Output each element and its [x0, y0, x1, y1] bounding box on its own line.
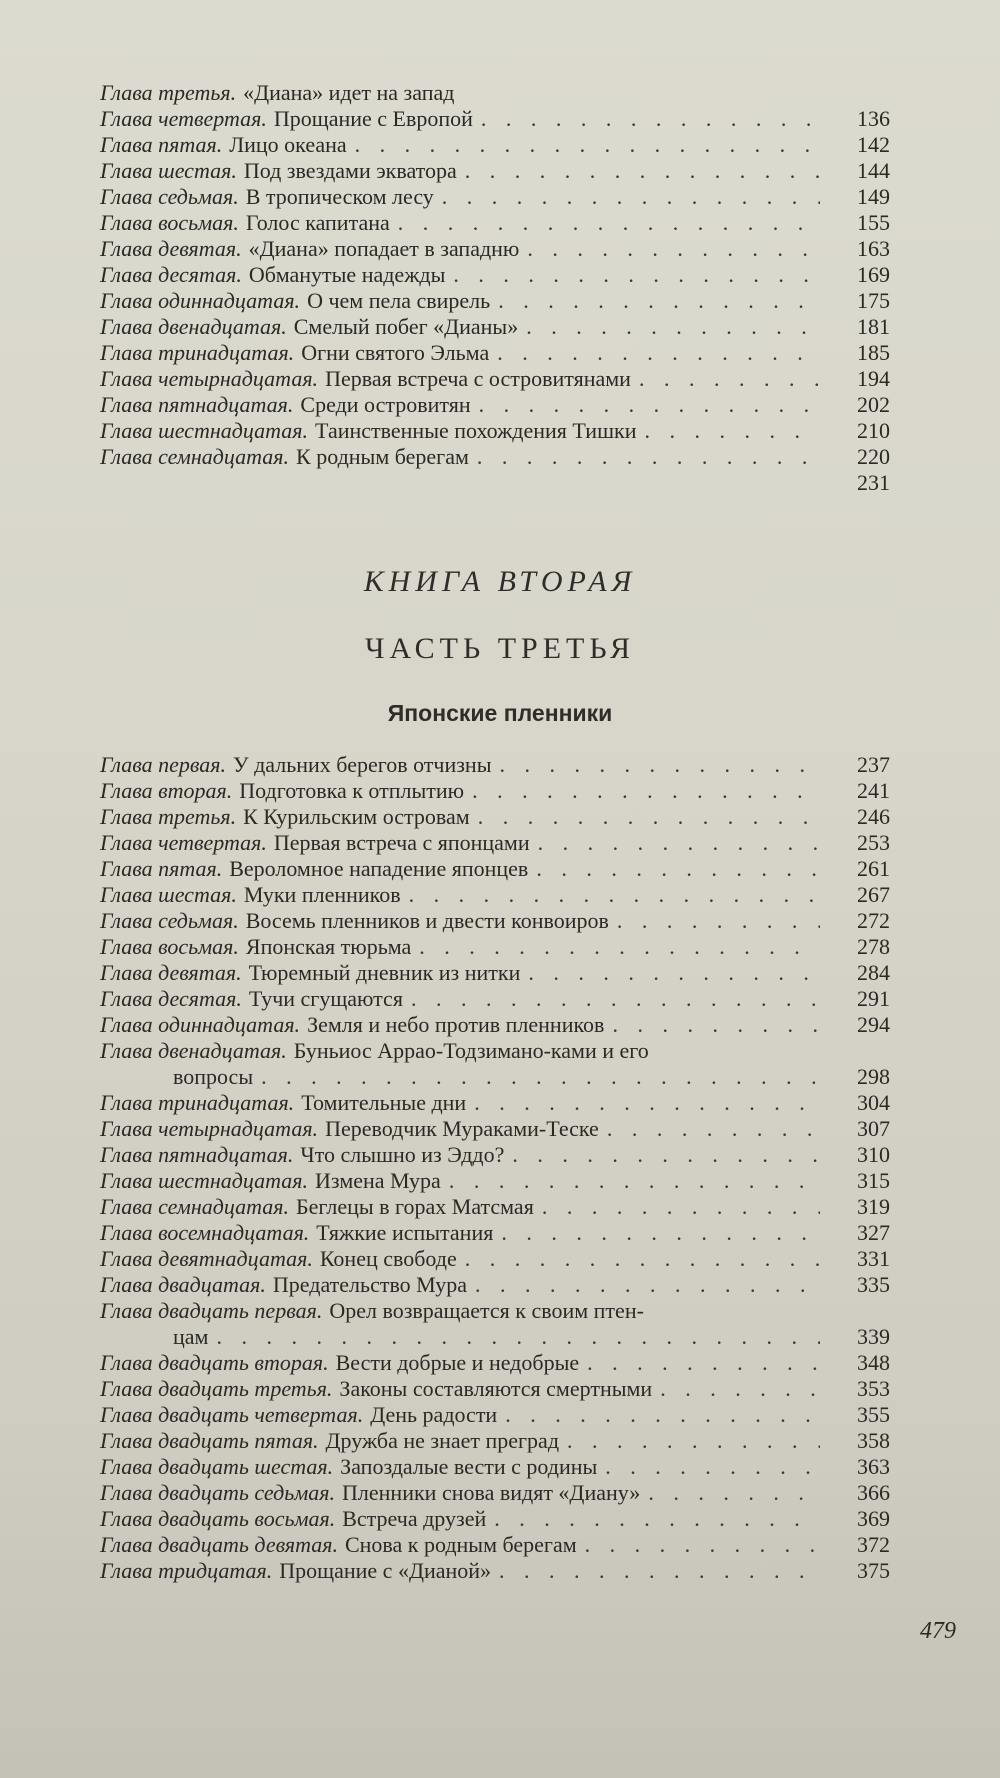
chapter-label: Глава шестнадцатая.: [100, 418, 309, 443]
chapter-label: Глава двадцать пятая.: [100, 1428, 319, 1453]
dot-leader: [409, 882, 820, 908]
chapter-title: «Диана» попадает в западню: [248, 236, 520, 261]
chapter-title: Дружба не знает преград: [325, 1428, 560, 1453]
page-ref: 169: [857, 262, 890, 287]
chapter-title: Беглецы в горах Матсмая: [296, 1194, 534, 1219]
chapter-title: цам: [173, 1324, 209, 1349]
page-ref: 331: [857, 1246, 890, 1271]
chapter-label: Глава тринадцатая.: [100, 340, 295, 365]
page-ref: 163: [857, 236, 890, 261]
toc-row: [100, 1194, 890, 1220]
dot-leader: [498, 288, 820, 314]
toc-row: [100, 1246, 890, 1272]
part-heading: ЧАСТЬ ТРЕТЬЯ: [364, 632, 636, 665]
chapter-title: Предательство Мура: [272, 1272, 467, 1297]
chapter-label: Глава двенадцатая.: [100, 314, 287, 339]
chapter-title: Прощание с «Дианой»: [279, 1558, 492, 1583]
chapter-title: Пленники снова видят «Диану»: [342, 1480, 641, 1505]
chapter-label: Глава двадцать третья.: [100, 1376, 333, 1401]
dot-leader: [465, 1246, 820, 1272]
dot-leader: [442, 184, 820, 210]
chapter-title: Измена Мура: [315, 1168, 441, 1193]
toc-row: [100, 1558, 890, 1584]
toc-row: [100, 778, 890, 804]
chapter-title: Встреча друзей: [342, 1506, 487, 1531]
toc-row: [100, 830, 890, 856]
dot-leader: [453, 262, 820, 288]
chapter-label: Глава семнадцатая.: [100, 444, 290, 469]
dot-leader: [528, 960, 820, 986]
toc-row: [100, 158, 890, 184]
toc-row: [100, 1298, 890, 1324]
page-ref: 181: [857, 314, 890, 339]
toc-row: [100, 80, 890, 106]
dot-leader: [660, 1376, 820, 1402]
toc-row: [100, 470, 890, 496]
chapter-title: Японская тюрьма: [245, 934, 412, 959]
chapter-title: Законы составляются смертными: [339, 1376, 653, 1401]
chapter-label: Глава пятнадцатая.: [100, 1142, 294, 1167]
page-ref: 220: [857, 444, 890, 469]
toc-row-continuation: [100, 1064, 890, 1090]
dot-leader: [419, 934, 820, 960]
page-ref: 307: [857, 1116, 890, 1141]
page-ref: 241: [857, 778, 890, 803]
dot-leader: [216, 1324, 820, 1350]
dot-leader: [585, 1532, 820, 1558]
chapter-label: Глава одиннадцатая.: [100, 1012, 301, 1037]
toc-row: [100, 106, 890, 132]
page-ref: 304: [857, 1090, 890, 1115]
chapter-title: Тюремный дневник из нитки: [248, 960, 521, 985]
toc-row: [100, 1454, 890, 1480]
dot-leader: [477, 444, 820, 470]
chapter-title: Первая встреча с островитянами: [325, 366, 631, 391]
chapter-label: Глава восьмая.: [100, 934, 239, 959]
chapter-title: Подготовка к отплытию: [239, 778, 465, 803]
toc-row-continuation: [100, 1324, 890, 1350]
toc-row: [100, 1272, 890, 1298]
chapter-title: Вести добрые и недобрые: [335, 1350, 580, 1375]
dot-leader: [472, 778, 820, 804]
chapter-label: Глава тринадцатая.: [100, 1090, 295, 1115]
dot-leader: [475, 1272, 820, 1298]
dot-leader: [481, 106, 820, 132]
toc-row: [100, 804, 890, 830]
toc-row: [100, 934, 890, 960]
chapter-title: Тяжкие испытания: [316, 1220, 494, 1245]
toc-row: [100, 184, 890, 210]
book-heading: КНИГА ВТОРАЯ: [363, 565, 637, 598]
chapter-title: О чем пела свирель: [307, 288, 491, 313]
toc-row: [100, 960, 890, 986]
dot-leader: [617, 908, 820, 934]
dot-leader: [505, 1402, 820, 1428]
toc-row: [100, 1402, 890, 1428]
chapter-label: Глава четырнадцатая.: [100, 1116, 319, 1141]
page-ref: 366: [857, 1480, 890, 1505]
toc-row: [100, 1376, 890, 1402]
chapter-title: Земля и небо против пленников: [307, 1012, 605, 1037]
page-ref: 231: [857, 470, 890, 495]
page-ref: 149: [857, 184, 890, 209]
page-ref: 246: [857, 804, 890, 829]
toc-row: [100, 1142, 890, 1168]
chapter-title: Буньиос Аррао-Тодзимано-ками и его: [293, 1038, 649, 1063]
toc-row: [100, 908, 890, 934]
toc-row: [100, 444, 890, 470]
chapter-label: Глава восемнадцатая.: [100, 1220, 310, 1245]
toc-row: [100, 986, 890, 1012]
chapter-title: Тучи сгущаются: [248, 986, 403, 1011]
page-number: 479: [920, 1618, 956, 1644]
chapter-title: В тропическом лесу: [245, 184, 434, 209]
chapter-label: Глава четвертая.: [100, 830, 267, 855]
chapter-title: К родным берегам: [296, 444, 469, 469]
page-ref: 278: [857, 934, 890, 959]
dot-leader: [478, 804, 820, 830]
toc-row: [100, 1090, 890, 1116]
chapter-title: Огни святого Эльма: [301, 340, 490, 365]
page-ref: 339: [857, 1324, 890, 1349]
chapter-label: Глава четвертая.: [100, 106, 267, 131]
page-ref: 375: [857, 1558, 890, 1583]
chapter-title: вопросы: [173, 1064, 254, 1089]
page-ref: 363: [857, 1454, 890, 1479]
toc-row: [100, 1038, 890, 1064]
toc-row: [100, 1480, 890, 1506]
chapter-label: Глава шестнадцатая.: [100, 1168, 309, 1193]
chapter-label: Глава одиннадцатая.: [100, 288, 301, 313]
toc-row: [100, 236, 890, 262]
page-ref: 210: [857, 418, 890, 443]
dot-leader: [648, 1480, 820, 1506]
page-ref: 355: [857, 1402, 890, 1427]
page-ref: 298: [857, 1064, 890, 1089]
dot-leader: [612, 1012, 820, 1038]
toc-row: [100, 856, 890, 882]
chapter-title: Таинственные похождения Тишки: [315, 418, 637, 443]
chapter-label: Глава шестая.: [100, 882, 237, 907]
chapter-label: Глава двадцать первая.: [100, 1298, 323, 1323]
dot-leader: [398, 210, 820, 236]
page-ref: 144: [857, 158, 890, 183]
page-ref: 291: [857, 986, 890, 1011]
chapter-label: Глава двенадцатая.: [100, 1038, 287, 1063]
chapter-label: Глава пятая.: [100, 856, 223, 881]
toc-row: [100, 1506, 890, 1532]
chapter-label: Глава четырнадцатая.: [100, 366, 319, 391]
chapter-label: Глава пятнадцатая.: [100, 392, 294, 417]
dot-leader: [449, 1168, 820, 1194]
chapter-title: «Диана» идет на запад: [243, 80, 455, 105]
toc-row: [100, 882, 890, 908]
toc-row: [100, 1116, 890, 1142]
toc-row: [100, 132, 890, 158]
dot-leader: [536, 856, 820, 882]
chapter-label: Глава двадцать седьмая.: [100, 1480, 336, 1505]
toc-row: [100, 340, 890, 366]
toc-row: [100, 1532, 890, 1558]
chapter-label: Глава третья.: [100, 804, 237, 829]
dot-leader: [605, 1454, 820, 1480]
chapter-title: Запоздалые вести с родины: [340, 1454, 598, 1479]
part-subtitle: Японские пленники: [387, 700, 613, 726]
page-ref: 327: [857, 1220, 890, 1245]
chapter-label: Глава тридцатая.: [100, 1558, 273, 1583]
dot-leader: [639, 366, 820, 392]
page-ref: 202: [857, 392, 890, 417]
chapter-label: Глава седьмая.: [100, 184, 239, 209]
chapter-label: Глава двадцатая.: [100, 1272, 266, 1297]
page-ref: 372: [857, 1532, 890, 1557]
toc-part-three: [100, 752, 890, 1584]
dot-leader: [644, 418, 820, 444]
chapter-label: Глава девятая.: [100, 960, 242, 985]
chapter-title: Прощание с Европой: [273, 106, 473, 131]
page-ref: 261: [857, 856, 890, 881]
page-ref: 272: [857, 908, 890, 933]
chapter-title: К Курильским островам: [243, 804, 470, 829]
chapter-title: Томительные дни: [301, 1090, 467, 1115]
chapter-title: Первая встреча с японцами: [273, 830, 530, 855]
chapter-title: Что слышно из Эддо?: [300, 1142, 505, 1167]
toc-row: [100, 366, 890, 392]
chapter-label: Глава двадцать шестая.: [100, 1454, 334, 1479]
chapter-title: Среди островитян: [300, 392, 471, 417]
page-ref: 185: [857, 340, 890, 365]
dot-leader: [607, 1116, 820, 1142]
page-ref: 142: [857, 132, 890, 157]
chapter-title: Обманутые надежды: [248, 262, 446, 287]
toc-row: [100, 210, 890, 236]
page-ref: 253: [857, 830, 890, 855]
dot-leader: [500, 752, 821, 778]
chapter-label: Глава десятая.: [100, 262, 242, 287]
chapter-title: Голос капитана: [245, 210, 390, 235]
page-ref: 315: [857, 1168, 890, 1193]
dot-leader: [261, 1064, 820, 1090]
toc-row: [100, 1220, 890, 1246]
toc-row: [100, 288, 890, 314]
toc-row: [100, 1012, 890, 1038]
page-ref: 155: [857, 210, 890, 235]
page-ref: 267: [857, 882, 890, 907]
toc-row: [100, 418, 890, 444]
chapter-title: Конец свободе: [319, 1246, 457, 1271]
dot-leader: [538, 830, 820, 856]
toc-row: [100, 1350, 890, 1376]
dot-leader: [526, 314, 820, 340]
chapter-label: Глава восьмая.: [100, 210, 239, 235]
dot-leader: [501, 1220, 820, 1246]
page-ref: 335: [857, 1272, 890, 1297]
chapter-label: Глава двадцать вторая.: [100, 1350, 329, 1375]
toc-row: [100, 314, 890, 340]
dot-leader: [567, 1428, 820, 1454]
dot-leader: [494, 1506, 820, 1532]
chapter-label: Глава десятая.: [100, 986, 242, 1011]
page-ref: 353: [857, 1376, 890, 1401]
chapter-label: Глава первая.: [100, 752, 226, 777]
chapter-label: Глава третья.: [100, 80, 237, 105]
toc-row: [100, 752, 890, 778]
dot-leader: [512, 1142, 820, 1168]
page-ref: 348: [857, 1350, 890, 1375]
dot-leader: [355, 132, 820, 158]
chapter-label: Глава пятая.: [100, 132, 223, 157]
page-ref: 369: [857, 1506, 890, 1531]
dot-leader: [411, 986, 820, 1012]
toc-row: [100, 1168, 890, 1194]
chapter-title: Снова к родным берегам: [344, 1532, 577, 1557]
page-ref: 294: [857, 1012, 890, 1037]
chapter-title: Орел возвращается к своим птен-: [329, 1298, 644, 1323]
chapter-label: Глава двадцать девятая.: [100, 1532, 338, 1557]
dot-leader: [497, 340, 820, 366]
chapter-title: Вероломное нападение японцев: [229, 856, 529, 881]
chapter-label: Глава седьмая.: [100, 908, 239, 933]
toc-row: [100, 392, 890, 418]
page-ref: 319: [857, 1194, 890, 1219]
toc-part-one: [100, 80, 890, 496]
page-ref: 358: [857, 1428, 890, 1453]
chapter-label: Глава девятнадцатая.: [100, 1246, 313, 1271]
dot-leader: [474, 1090, 820, 1116]
dot-leader: [479, 392, 820, 418]
chapter-title: У дальних берегов отчизны: [233, 752, 492, 777]
chapter-label: Глава шестая.: [100, 158, 237, 183]
chapter-title: Переводчик Мураками-Теске: [325, 1116, 599, 1141]
chapter-title: Лицо океана: [229, 132, 347, 157]
dot-leader: [542, 1194, 820, 1220]
chapter-title: Смелый побег «Дианы»: [293, 314, 519, 339]
dot-leader: [587, 1350, 820, 1376]
page-ref: 175: [857, 288, 890, 313]
chapter-label: Глава девятая.: [100, 236, 242, 261]
chapter-title: Восемь пленников и двести конвоиров: [245, 908, 609, 933]
chapter-label: Глава двадцать четвертая.: [100, 1402, 364, 1427]
dot-leader: [465, 158, 820, 184]
chapter-label: Глава двадцать восьмая.: [100, 1506, 336, 1531]
page-ref: 310: [857, 1142, 890, 1167]
chapter-title: Под звездами экватора: [243, 158, 457, 183]
page-ref: 136: [857, 106, 890, 131]
dot-leader: [499, 1558, 820, 1584]
toc-row: [100, 262, 890, 288]
page-ref: 284: [857, 960, 890, 985]
dot-leader: [527, 236, 820, 262]
page-ref: 237: [857, 752, 890, 777]
chapter-label: Глава семнадцатая.: [100, 1194, 290, 1219]
chapter-title: Муки пленников: [243, 882, 401, 907]
toc-row: [100, 1428, 890, 1454]
chapter-label: Глава вторая.: [100, 778, 233, 803]
chapter-title: День радости: [370, 1402, 498, 1427]
page-ref: 194: [857, 366, 890, 391]
